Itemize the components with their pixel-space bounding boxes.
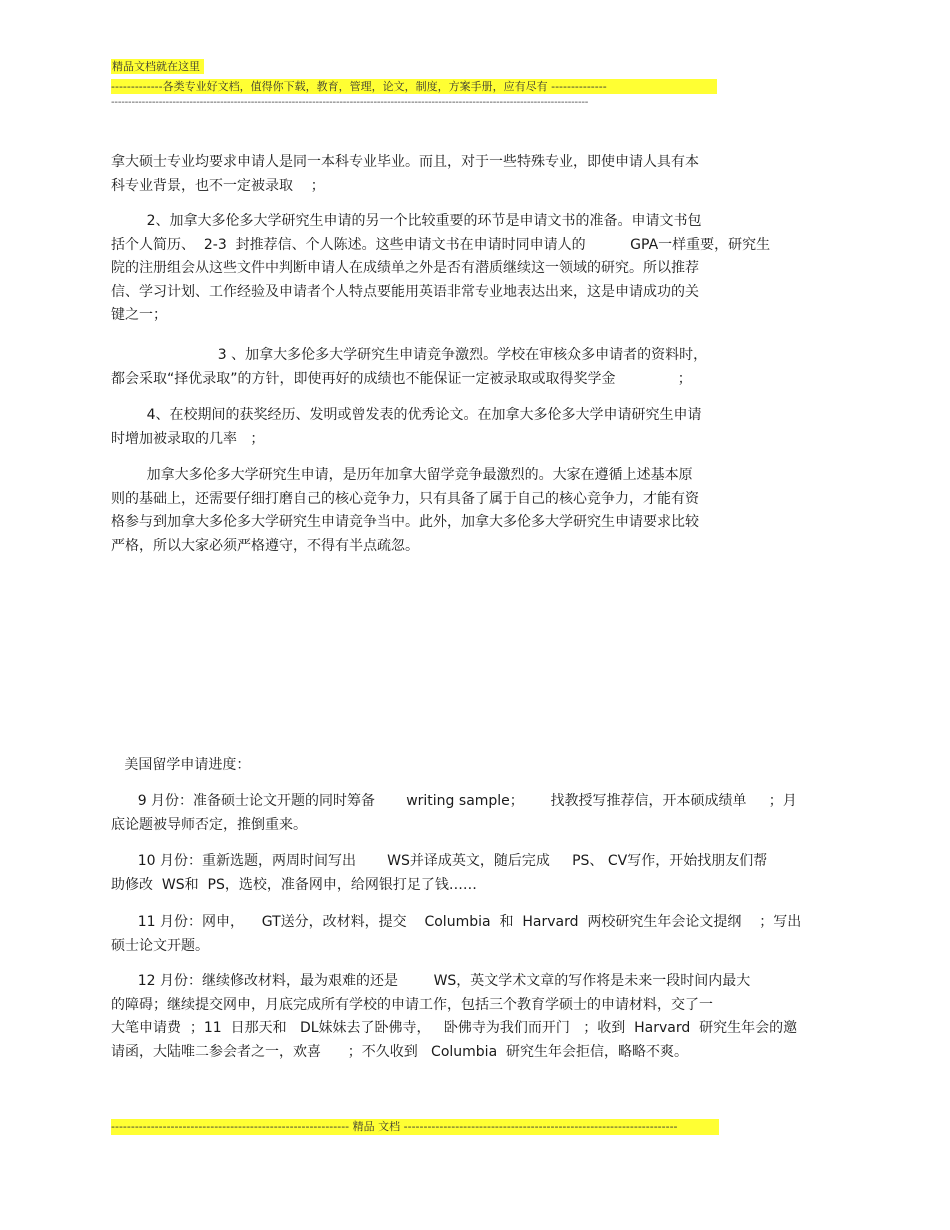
text-line: 键之一； — [111, 307, 167, 323]
paragraph-3 — [111, 344, 707, 391]
text-line: 11 月份：网申， GT送分，改材料，提交 Columbia 和 Harvard 两校研究生年会论文提纲 ；写出 — [111, 914, 802, 930]
text-line: 硕士论文开题。 — [111, 937, 209, 954]
text-line: 则的基础上，还需要仔细打磨自己的核心竞争力，只有具备了属于自己的核心竞争力，才能有资 — [111, 490, 699, 507]
text-line: 大笔申请费 ；11 日那天和 DL妹妹去了卧佛寺， 卧佛寺为我们而开门 ；收到 Harvard 研究生年会的邀 — [111, 1020, 798, 1036]
text-line: 助修改 WS和 PS，选校，准备网申，给网银打足了钱…… — [111, 876, 477, 893]
text-line: 格参与到加拿大多伦多大学研究生申请竞争当中。此外，加拿大多伦多大学研究生申请要求比较 — [111, 514, 699, 530]
text-line: 9 月份：准备硕士论文开题的同时筹备 writing sample； 找教授写推荐信，开本硕成绩单 ；月 — [111, 793, 797, 809]
text-line: 括个人简历、 2-3 封推荐信、个人陈述。这些申请文书在申请时同申请人的 GPA一样重要，研究生 — [111, 236, 771, 253]
text-line: 3 、加拿大多伦多大学研究生申请竞争激烈。学校在审核众多申请者的资料时， — [111, 347, 708, 363]
paragraph-december — [111, 970, 797, 1064]
us-section-title — [111, 754, 250, 778]
text-line: 2、加拿大多伦多大学研究生申请的另一个比较重要的环节是申请文书的准备。申请文书包 — [111, 213, 702, 229]
text-line: 加拿大多伦多大学研究生申请，是历年加拿大留学竞争最激烈的。大家在遵循上述基本原 — [111, 467, 693, 483]
header-title: 精品文档就在这里 — [111, 59, 204, 74]
header-tagline: -------------各类专业好文档，值得你下载，教育，管理，论文，制度，方案手册，应有尽有 -------------- — [111, 79, 717, 94]
paragraph-2 — [111, 210, 770, 328]
section-title: 美国留学申请进度： — [111, 757, 251, 773]
paragraph-4 — [111, 404, 702, 451]
footer-banner: ------------------------------------------------------------ 精品 文档 --------------------------------------------------------------------- — [111, 1119, 719, 1135]
text-line: 10 月份：重新选题，两周时间写出 WS并译成英文，随后完成 PS、 CV写作，开始找朋友们帮 — [111, 853, 768, 869]
paragraph-september — [111, 790, 797, 837]
text-line: 都会采取“择优录取”的方针，即使再好的成绩也不能保证一定被录取或取得奖学金 ； — [111, 370, 692, 387]
text-line: 12 月份：继续修改材料，最为艰难的还是 WS，英文学术文章的写作将是未来一段时间内最大 — [111, 973, 751, 989]
text-line: 的障碍；继续提交网申，月底完成所有学校的申请工作，包括三个教育学硕士的申请材料，交了一 — [111, 996, 713, 1013]
paragraph-october — [111, 850, 767, 897]
text-line: 院的注册组会从这些文件中判断申请人在成绩单之外是否有潜质继续这一领域的研究。所以推荐 — [111, 260, 699, 276]
paragraph-1 — [111, 151, 699, 198]
text-line: 信、学习计划、工作经验及申请者个人特点要能用英语非常专业地表达出来，这是申请成功的关 — [111, 283, 699, 300]
text-line: 科专业背景，也不一定被录取 ； — [111, 177, 325, 194]
text-line: 严格，所以大家必须严格遵守，不得有半点疏忽。 — [111, 537, 419, 554]
text-line: 底论题被导师否定，推倒重来。 — [111, 816, 307, 833]
paragraph-5 — [111, 464, 699, 558]
header-divider: -------------------------------------------------------------------------------------------------------------------------------------------- — [111, 97, 589, 108]
text-line: 拿大硕士专业均要求申请人是同一本科专业毕业。而且，对于一些特殊专业，即使申请人具有本 — [111, 154, 699, 170]
text-line: 请函，大陆唯二参会者之一，欢喜 ；不久收到 Columbia 研究生年会拒信，略略不爽。 — [111, 1043, 689, 1060]
paragraph-november — [111, 911, 801, 958]
text-line: 4、在校期间的获奖经历、发明或曾发表的优秀论文。在加拿大多伦多大学申请研究生申请 — [111, 407, 702, 423]
text-line: 时增加被录取的几率 ； — [111, 430, 265, 447]
